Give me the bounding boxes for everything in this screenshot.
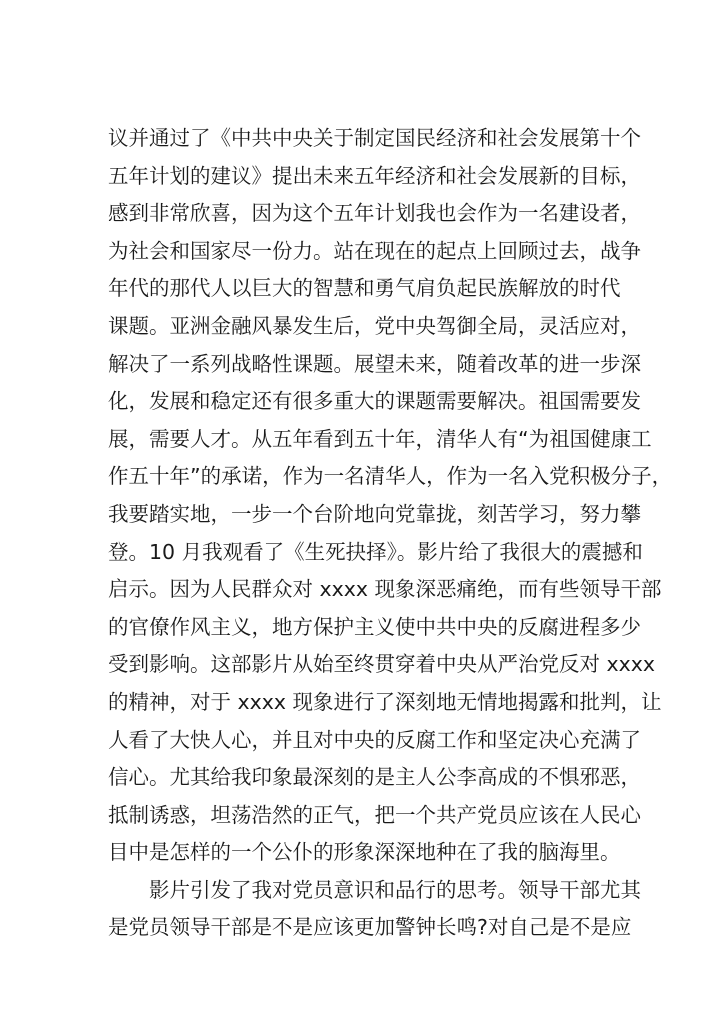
text-line: 为社会和国家尽一份力。站在现在的起点上回顾过去，战争	[108, 238, 641, 263]
text-line: 感到非常欣喜，因为这个五年计划我也会作为一名建设者，	[108, 201, 641, 226]
text-line: 化，发展和稳定还有很多重大的课题需要解决。祖国需要发	[108, 389, 641, 414]
text-line: 作五十年”的承诺，作为一名清华人，作为一名入党积极分子，	[108, 464, 673, 489]
text-line: 受到影响。这部影片从始至终贯穿着中央从严治党反对 xxxx	[108, 652, 656, 677]
text-line: 登。10 月我观看了《生死抉择》。影片给了我很大的震撼和	[108, 539, 643, 564]
body-text	[108, 120, 673, 947]
text-line: 解决了一系列战略性课题。展望未来，随着改革的进一步深	[108, 351, 641, 376]
text-line: 影片引发了我对党员意识和品行的思考。领导干部尤其	[149, 877, 641, 902]
text-line: 展，需要人才。从五年看到五十年，清华人有“为祖国健康工	[108, 426, 652, 451]
text-line: 课题。亚洲金融风暴发生后，党中央驾御全局，灵活应对，	[108, 313, 641, 338]
text-line: 目中是怎样的一个公仆的形象深深地种在了我的脑海里。	[108, 840, 621, 865]
text-line: 年代的那代人以巨大的智慧和勇气肩负起民族解放的时代	[108, 276, 621, 301]
text-line: 的精神，对于 xxxx 现象进行了深刻地无情地揭露和批判，让	[108, 689, 662, 714]
text-line: 的官僚作风主义，地方保护主义使中共中央的反腐进程多少	[108, 614, 641, 639]
text-line: 五年计划的建议》提出未来五年经济和社会发展新的目标，	[108, 163, 641, 188]
text-line: 抵制诱惑，坦荡浩然的正气，把一个共产党员应该在人民心	[108, 802, 641, 827]
text-line: 启示。因为人民群众对 xxxx 现象深恶痛绝，而有些领导干部	[108, 577, 662, 602]
text-line: 是党员领导干部是不是应该更加警钟长鸣?对自己是不是应	[108, 915, 632, 940]
text-line: 议并通过了《中共中央关于制定国民经济和社会发展第十个	[108, 126, 641, 150]
text-line: 人看了大快人心，并且对中央的反腐工作和坚定决心充满了	[108, 727, 641, 752]
text-line: 信心。尤其给我印象最深刻的是主人公李高成的不惧邪恶，	[108, 765, 641, 790]
text-line: 我要踏实地，一步一个台阶地向党靠拢，刻苦学习，努力攀	[108, 501, 641, 526]
